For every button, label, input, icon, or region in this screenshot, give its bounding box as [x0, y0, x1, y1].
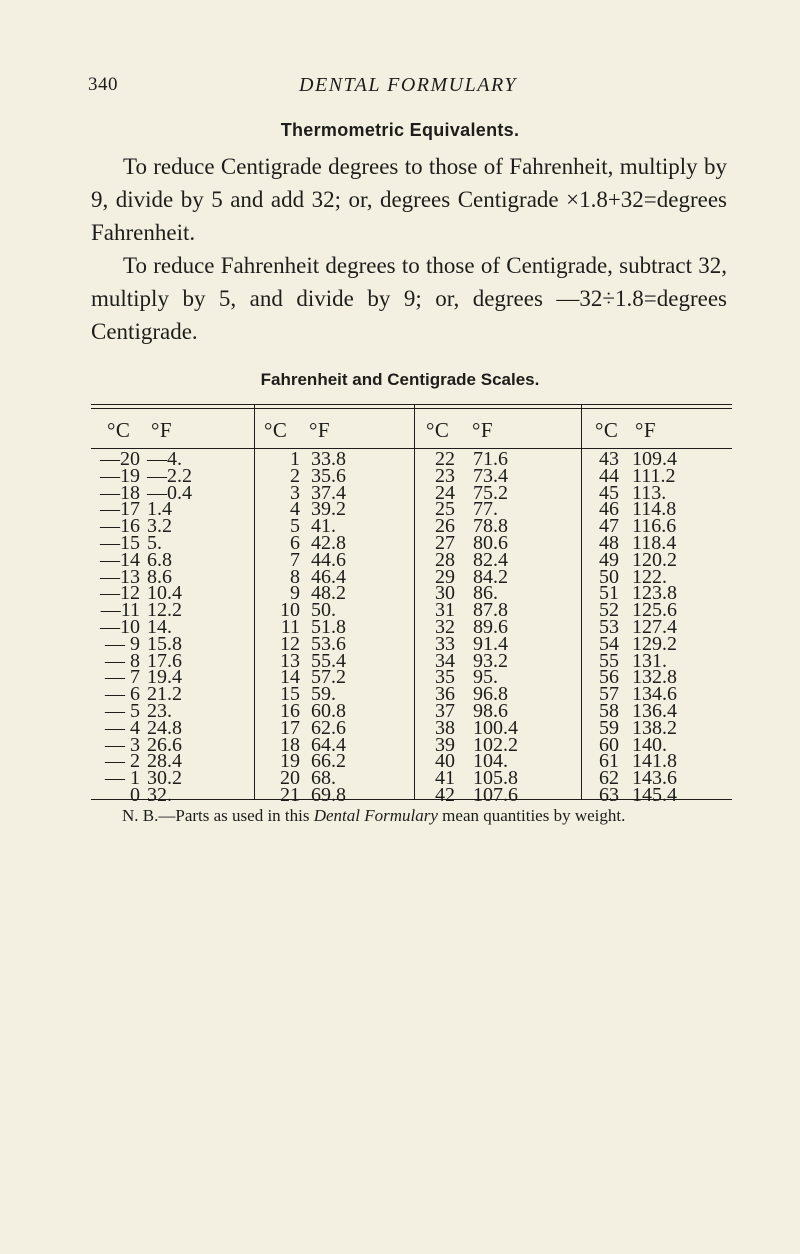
centigrade-value: 30: [435, 582, 455, 605]
fahrenheit-to-centigrade-paragraph: To reduce Fahrenheit degrees to those of Centigrade, subtract 32, multiply by 5, and divide by 9; or, degrees —32÷1.8=degrees Centigrade.: [91, 253, 727, 344]
centigrade-value: 0: [130, 783, 140, 806]
centigrade-value: 22: [435, 448, 455, 470]
fahrenheit-value: 100.4: [473, 716, 518, 739]
fahrenheit-value: 42.8: [311, 531, 346, 554]
fahrenheit-value: 10.4: [147, 582, 182, 605]
fahrenheit-value: 122.: [632, 565, 667, 588]
table-group-1: [91, 405, 254, 806]
fahrenheit-value: 84.2: [473, 565, 508, 588]
centigrade-value: — 6: [105, 683, 140, 706]
fahrenheit-value: 71.6: [473, 448, 508, 470]
centigrade-value: — 5: [105, 699, 140, 722]
centigrade-value: 8: [290, 565, 300, 588]
fahrenheit-value: 145.4: [632, 783, 677, 806]
table-title: Fahrenheit and Centigrade Scales.: [260, 370, 540, 389]
fahrenheit-value: 87.8: [473, 599, 508, 622]
centigrade-value: 38: [435, 716, 455, 739]
fahrenheit-value: 6.8: [147, 548, 172, 571]
centigrade-value: 14: [280, 666, 300, 689]
centigrade-value: —12: [100, 582, 140, 605]
conversion-instructions: [91, 150, 727, 348]
centigrade-column-header: °C: [264, 418, 288, 442]
centigrade-value: 31: [435, 599, 455, 622]
centigrade-value: 3: [290, 481, 300, 504]
fahrenheit-value: 118.4: [632, 531, 677, 554]
footnote: [91, 806, 732, 825]
centigrade-value: 12: [280, 632, 300, 655]
fahrenheit-value: —2.2: [147, 464, 192, 487]
fahrenheit-value: 64.4: [311, 733, 346, 756]
fahrenheit-value: 21.2: [147, 683, 182, 706]
centigrade-value: 19: [280, 750, 300, 773]
fahrenheit-column-header: °F: [472, 418, 494, 442]
centigrade-value: 21: [280, 783, 300, 806]
table-rows: [255, 448, 414, 806]
fahrenheit-value: 107.6: [473, 783, 518, 806]
centigrade-value: — 4: [105, 716, 140, 739]
centigrade-value: 44: [599, 464, 619, 487]
table-header-row: [255, 405, 414, 449]
fahrenheit-value: 53.6: [311, 632, 346, 655]
centigrade-value: 52: [599, 599, 619, 622]
centigrade-value: —10: [100, 615, 140, 638]
table-row: [91, 783, 254, 806]
centigrade-value: 16: [280, 699, 300, 722]
centigrade-value: 32: [435, 615, 455, 638]
centigrade-value: 7: [290, 548, 300, 571]
fahrenheit-value: 62.6: [311, 716, 346, 739]
centigrade-value: 53: [599, 615, 619, 638]
fahrenheit-value: 127.4: [632, 615, 677, 638]
fahrenheit-value: 132.8: [632, 666, 677, 689]
centigrade-value: — 2: [105, 750, 140, 773]
table-group-4: [581, 405, 732, 806]
centigrade-column-header: °C: [107, 418, 131, 442]
centigrade-value: 55: [599, 649, 619, 672]
fahrenheit-value: 80.6: [473, 531, 508, 554]
fahrenheit-value: 59.: [311, 683, 336, 706]
fahrenheit-value: 51.8: [311, 615, 346, 638]
fahrenheit-value: 28.4: [147, 750, 182, 773]
fahrenheit-value: 12.2: [147, 599, 182, 622]
fahrenheit-value: 48.2: [311, 582, 346, 605]
centigrade-value: 24: [435, 481, 455, 504]
fahrenheit-value: 123.8: [632, 582, 677, 605]
fahrenheit-value: 77.: [473, 498, 498, 521]
centigrade-value: 33: [435, 632, 455, 655]
fahrenheit-value: 138.2: [632, 716, 677, 739]
fahrenheit-value: 104.: [473, 750, 508, 773]
fahrenheit-value: 26.6: [147, 733, 182, 756]
centigrade-value: —18: [100, 481, 140, 504]
table-group-2: [254, 405, 414, 806]
centigrade-value: —14: [100, 548, 140, 571]
centigrade-value: 62: [599, 767, 619, 790]
centigrade-value: 43: [599, 448, 619, 470]
centigrade-value: —19: [100, 464, 140, 487]
table-header-row: [415, 405, 581, 449]
fahrenheit-value: 37.4: [311, 481, 346, 504]
table-header-row: [91, 405, 254, 449]
footnote-text: [91, 806, 732, 825]
fahrenheit-value: 75.2: [473, 481, 508, 504]
centigrade-value: 28: [435, 548, 455, 571]
fahrenheit-value: 86.: [473, 582, 498, 605]
table-header-row: [582, 405, 732, 449]
fahrenheit-value: 60.8: [311, 699, 346, 722]
fahrenheit-value: 109.4: [632, 448, 677, 470]
table-rows: [415, 448, 581, 806]
centigrade-value: 23: [435, 464, 455, 487]
centigrade-value: 2: [290, 464, 300, 487]
fahrenheit-value: 30.2: [147, 767, 182, 790]
fahrenheit-value: 78.8: [473, 515, 508, 538]
table-group-3: [414, 405, 581, 806]
section-title: Thermometric Equivalents.: [280, 120, 520, 140]
fahrenheit-value: 98.6: [473, 699, 508, 722]
centigrade-value: —20: [100, 448, 140, 470]
centigrade-value: 18: [280, 733, 300, 756]
centigrade-value: 45: [599, 481, 619, 504]
fahrenheit-value: 91.4: [473, 632, 508, 655]
fahrenheit-value: 3.2: [147, 515, 172, 538]
fahrenheit-value: 141.8: [632, 750, 677, 773]
centigrade-value: 47: [599, 515, 619, 538]
centigrade-value: 42: [435, 783, 455, 806]
centigrade-value: 54: [599, 632, 619, 655]
fahrenheit-value: 5.: [147, 531, 162, 554]
fahrenheit-value: 114.8: [632, 498, 677, 521]
fahrenheit-value: 105.8: [473, 767, 518, 790]
fahrenheit-value: 120.2: [632, 548, 677, 571]
fahrenheit-value: 125.6: [632, 599, 677, 622]
fahrenheit-value: 39.2: [311, 498, 346, 521]
fahrenheit-value: —0.4: [147, 481, 192, 504]
fahrenheit-value: 136.4: [632, 699, 677, 722]
fahrenheit-value: 23.: [147, 699, 172, 722]
table-row: [582, 783, 732, 806]
table-row: [91, 767, 254, 790]
centigrade-value: 26: [435, 515, 455, 538]
fahrenheit-value: 93.2: [473, 649, 508, 672]
fahrenheit-value: 50.: [311, 599, 336, 622]
centigrade-value: 40: [435, 750, 455, 773]
centigrade-value: 39: [435, 733, 455, 756]
centigrade-value: 36: [435, 683, 455, 706]
footnote-suffix: mean quantities by weight.: [437, 806, 626, 825]
fahrenheit-column-header: °F: [309, 418, 331, 442]
centigrade-value: 27: [435, 531, 455, 554]
fahrenheit-value: 46.4: [311, 565, 346, 588]
centigrade-value: — 8: [105, 649, 140, 672]
centigrade-value: 41: [435, 767, 455, 790]
fahrenheit-value: 140.: [632, 733, 667, 756]
fahrenheit-value: 73.4: [473, 464, 508, 487]
centigrade-value: 51: [599, 582, 619, 605]
centigrade-value: 59: [599, 716, 619, 739]
centigrade-value: 46: [599, 498, 619, 521]
centigrade-value: 15: [280, 683, 300, 706]
fahrenheit-column-header: °F: [151, 418, 173, 442]
centigrade-value: 37: [435, 699, 455, 722]
centigrade-value: 58: [599, 699, 619, 722]
centigrade-value: 6: [290, 531, 300, 554]
table-row: [415, 783, 581, 806]
centigrade-value: 29: [435, 565, 455, 588]
centigrade-value: —11: [100, 599, 140, 622]
centigrade-value: 10: [280, 599, 300, 622]
centigrade-value: — 9: [105, 632, 140, 655]
fahrenheit-value: 19.4: [147, 666, 182, 689]
centigrade-value: 57: [599, 683, 619, 706]
fahrenheit-value: 1.4: [147, 498, 172, 521]
fahrenheit-value: 129.2: [632, 632, 677, 655]
fahrenheit-value: 33.8: [311, 448, 346, 470]
fahrenheit-value: 131.: [632, 649, 667, 672]
centigrade-column-header: °C: [595, 418, 619, 442]
fahrenheit-value: 14.: [147, 615, 172, 638]
fahrenheit-value: 69.8: [311, 783, 346, 806]
fahrenheit-value: —4.: [147, 448, 182, 470]
centigrade-value: 5: [290, 515, 300, 538]
table-rows: [91, 448, 254, 806]
fahrenheit-value: 111.2: [632, 464, 676, 487]
fahrenheit-value: 32.: [147, 783, 172, 806]
fahrenheit-value: 55.4: [311, 649, 346, 672]
footnote-prefix: N. B.—Parts as used in this: [122, 806, 314, 825]
fahrenheit-value: 24.8: [147, 716, 182, 739]
centigrade-value: —13: [100, 565, 140, 588]
fahrenheit-value: 96.8: [473, 683, 508, 706]
fahrenheit-value: 116.6: [632, 515, 677, 538]
centigrade-value: 34: [435, 649, 455, 672]
fahrenheit-value: 102.2: [473, 733, 518, 756]
fahrenheit-value: 8.6: [147, 565, 172, 588]
running-title: DENTAL FORMULARY: [299, 74, 517, 96]
centigrade-value: 63: [599, 783, 619, 806]
fahrenheit-value: 95.: [473, 666, 498, 689]
table-row: [255, 783, 414, 806]
centigrade-value: 49: [599, 548, 619, 571]
centigrade-value: 9: [290, 582, 300, 605]
fahrenheit-column-header: °F: [635, 418, 657, 442]
centigrade-value: 61: [599, 750, 619, 773]
centigrade-value: — 1: [105, 767, 140, 790]
fahrenheit-value: 82.4: [473, 548, 508, 571]
centigrade-value: 1: [290, 448, 300, 470]
fahrenheit-value: 35.6: [311, 464, 346, 487]
centigrade-value: 13: [280, 649, 300, 672]
centigrade-value: —15: [100, 531, 140, 554]
centigrade-value: —16: [100, 515, 140, 538]
page-number: 340: [88, 74, 118, 95]
centigrade-value: 25: [435, 498, 455, 521]
centigrade-value: — 7: [105, 666, 140, 689]
centigrade-value: 60: [599, 733, 619, 756]
centigrade-value: — 3: [105, 733, 140, 756]
running-head: [88, 74, 728, 104]
fahrenheit-value: 89.6: [473, 615, 508, 638]
temperature-scale-table: [91, 404, 732, 806]
centigrade-value: —17: [100, 498, 140, 521]
fahrenheit-value: 66.2: [311, 750, 346, 773]
centigrade-value: 4: [290, 498, 300, 521]
fahrenheit-value: 143.6: [632, 767, 677, 790]
centigrade-value: 48: [599, 531, 619, 554]
fahrenheit-value: 68.: [311, 767, 336, 790]
centigrade-value: 17: [280, 716, 300, 739]
centigrade-column-header: °C: [426, 418, 450, 442]
centigrade-value: 11: [280, 615, 300, 638]
centigrade-value: 20: [280, 767, 300, 790]
centigrade-value: 35: [435, 666, 455, 689]
fahrenheit-value: 17.6: [147, 649, 182, 672]
footnote-book-title: Dental Formulary: [313, 806, 438, 825]
table-rows: [582, 448, 732, 806]
fahrenheit-value: 44.6: [311, 548, 346, 571]
fahrenheit-value: 15.8: [147, 632, 182, 655]
fahrenheit-value: 41.: [311, 515, 336, 538]
fahrenheit-value: 134.6: [632, 683, 677, 706]
centigrade-value: 50: [599, 565, 619, 588]
centigrade-value: 56: [599, 666, 619, 689]
fahrenheit-value: 113.: [632, 481, 667, 504]
fahrenheit-value: 57.2: [311, 666, 346, 689]
centigrade-to-fahrenheit-paragraph: To reduce Centigrade degrees to those of Fahrenheit, multiply by 9, divide by 5 and add 32; or, degrees Centigrade ×1.8+32=degrees Fahrenheit.: [91, 154, 727, 245]
